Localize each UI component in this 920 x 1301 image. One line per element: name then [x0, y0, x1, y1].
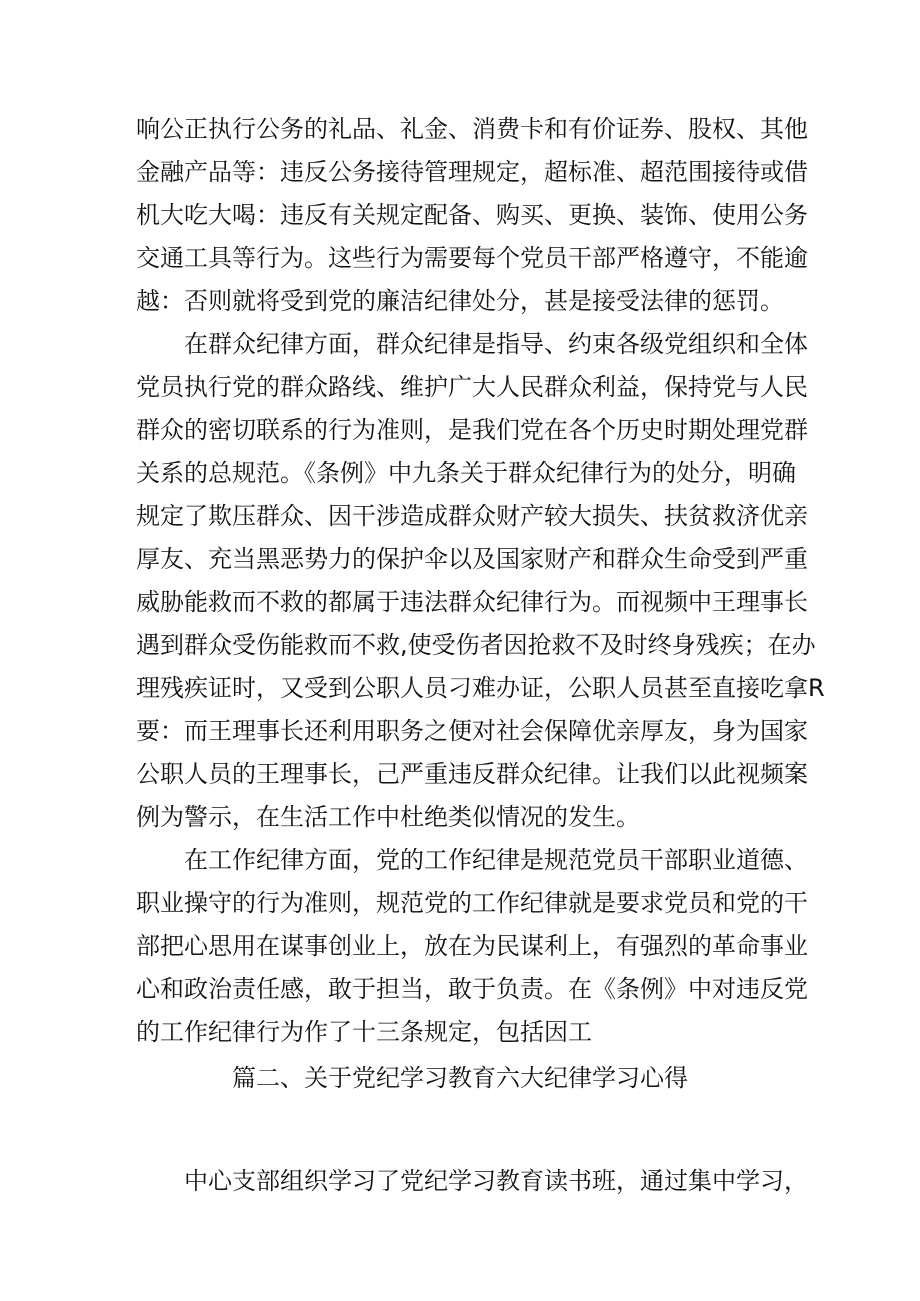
text-line: 群众的密切联系的行为准则，是我们党在各个历史时期处理党群: [136, 416, 808, 444]
text-line: 交通工具等行为。这些行为需要每个党员干部严格遵守，不能逾: [136, 244, 808, 272]
text-line: 遇到群众受伤能救而不救,使受伤者因抢救不及时终身残疾；在办: [136, 631, 816, 659]
text-line: 在工作纪律方面，党的工作纪律是规范党员干部职业道德、: [184, 846, 808, 874]
text-line: 在群众纪律方面，群众纪律是指导、约束各级党组织和全体: [184, 330, 808, 358]
text-line: 金融产品等：违反公务接待管理规定，超标准、超范围接待或借: [136, 158, 808, 186]
text-line: 响公正执行公务的礼品、礼金、消费卡和有价证券、股权、其他: [136, 115, 808, 143]
text-line: 党员执行党的群众路线、维护广大人民群众利益，保持党与人民: [136, 373, 808, 401]
text-line: 关系的总规范。《条例》中九条关于群众纪律行为的处分，明确: [136, 459, 796, 487]
text-line: 例为警示，在生活工作中杜绝类似情况的发生。: [136, 803, 640, 831]
text-line: 规定了欺压群众、因干涉造成群众财产较大损失、扶贫救济优亲: [136, 502, 808, 530]
text-line: 厚友、充当黑恶势力的保护伞以及国家财产和群众生命受到严重: [136, 545, 808, 573]
text-line: 越：否则就将受到党的廉洁纪律处分，甚是接受法律的惩罚。: [136, 287, 784, 315]
section-heading: 篇二、关于党纪学习教育六大纪律学习心得: [232, 1064, 688, 1092]
text-line: 理残疾证时，又受到公职人员刁难办证，公职人员甚至直接吃拿R: [136, 674, 825, 702]
text-line: 威胁能救而不救的都属于违法群众纪律行为。而视频中王理事长: [136, 588, 808, 616]
text-line: 部把心思用在谋事创业上，放在为民谋利上，有强烈的革命事业: [136, 932, 808, 960]
text-line: 的工作纪律行为作了十三条规定，包括因工: [136, 1018, 592, 1046]
text-line: 机大吃大喝：违反有关规定配备、购买、更换、装饰、使用公务: [136, 201, 808, 229]
text-line: 中心支部组织学习了党纪学习教育读书班，通过集中学习，: [184, 1167, 808, 1195]
text-line: 要：而王理事长还利用职务之便对社会保障优亲厚友，身为国家: [136, 717, 808, 745]
text-line: 职业操守的行为准则，规范党的工作纪律就是要求党员和党的干: [136, 889, 808, 917]
text-line: 心和政治责任感，敢于担当，敢于负责。在《条例》中对违反党: [136, 975, 808, 1003]
text-line: 公职人员的王理事长，己严重违反群众纪律。让我们以此视频案: [136, 760, 808, 788]
